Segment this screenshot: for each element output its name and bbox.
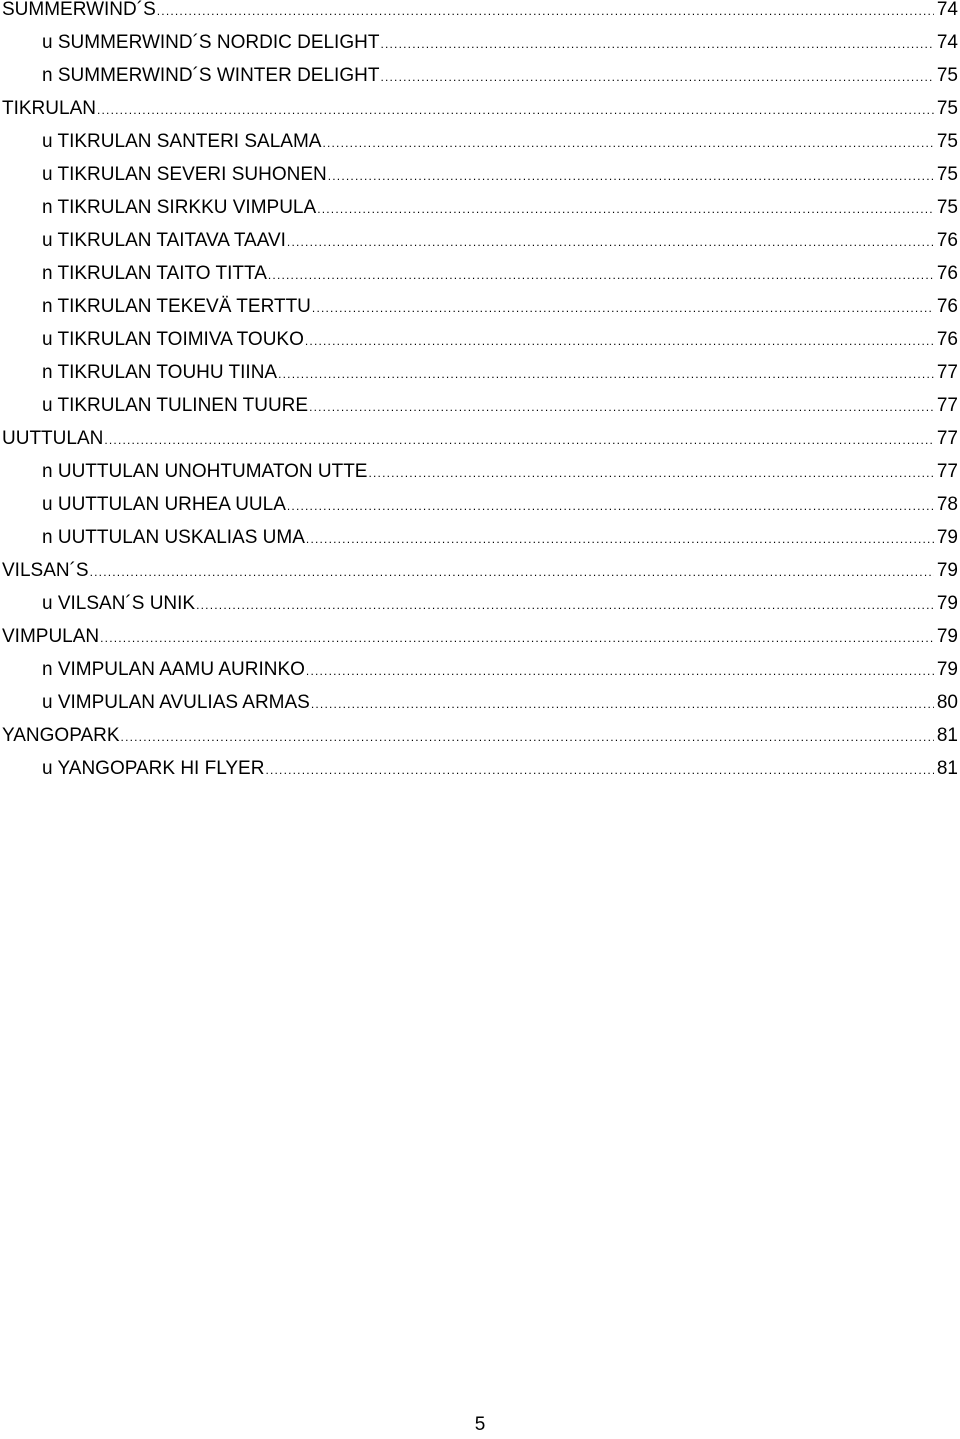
toc-entry-page: 75 [936,131,958,152]
toc-entry-label: VILSAN´S [2,560,89,581]
dot-leader [328,160,934,191]
toc-subentry[interactable] [2,686,958,719]
dot-leader [380,61,933,92]
dot-leader [278,358,934,389]
toc-entry-page: 76 [936,263,958,284]
toc-entry-label: n VIMPULAN AAMU AURINKO [42,659,305,680]
toc-entry[interactable] [2,92,958,125]
dot-leader [90,556,934,587]
toc-subentry[interactable] [2,653,958,686]
toc-entry-label: n UUTTULAN USKALIAS UMA [42,527,305,548]
toc-entry-page: 79 [936,560,958,581]
toc-subentry[interactable] [2,356,958,389]
toc-entry-label: UUTTULAN [2,428,104,449]
toc-entry[interactable] [2,422,958,455]
dot-leader [309,391,934,422]
toc-entry-page: 75 [936,98,958,119]
dot-leader [368,457,933,488]
toc-entry-label: VIMPULAN [2,626,100,647]
toc-subentry[interactable] [2,59,958,92]
toc-entry-label: SUMMERWIND´S [2,0,156,20]
dot-leader [196,589,934,620]
dot-leader [380,28,933,59]
toc-subentry[interactable] [2,587,958,620]
toc-entry-label: u UUTTULAN URHEA UULA [42,494,286,515]
dot-leader [265,754,933,785]
toc-entry-label: u TIKRULAN TAITAVA TAAVI [42,230,286,251]
toc-entry-page: 77 [936,461,958,482]
toc-entry-page: 81 [936,758,958,779]
toc-entry-label: n SUMMERWIND´S WINTER DELIGHT [42,65,380,86]
dot-leader [306,655,934,686]
dot-leader [121,721,934,752]
toc-entry-label: n TIKRULAN TEKEVÄ TERTTU [42,296,311,317]
toc-entry-page: 79 [936,527,958,548]
toc-entry-label: u SUMMERWIND´S NORDIC DELIGHT [42,32,380,53]
toc-entry[interactable] [2,554,958,587]
dot-leader [287,490,934,521]
toc-entry-label: u VILSAN´S UNIK [42,593,196,614]
toc-entry-label: n TIKRULAN TOUHU TIINA [42,362,278,383]
toc-entry-page: 76 [936,230,958,251]
toc-entry-page: 74 [936,0,958,20]
toc-entry-label: n TIKRULAN SIRKKU VIMPULA [42,197,317,218]
toc-entry-page: 74 [936,32,958,53]
toc-entry-label: n UUTTULAN UNOHTUMATON UTTE [42,461,368,482]
toc-subentry[interactable] [2,26,958,59]
toc-entry-page: 81 [936,725,958,746]
toc-subentry[interactable] [2,158,958,191]
dot-leader [306,523,934,554]
toc-entry[interactable] [2,620,958,653]
toc-entry-label: u TIKRULAN SANTERI SALAMA [42,131,322,152]
dot-leader [100,622,934,653]
toc-entry-page: 79 [936,593,958,614]
dot-leader [317,193,934,224]
toc-entry-page: 75 [936,65,958,86]
dot-leader [311,688,934,719]
toc-entry-label: u VIMPULAN AVULIAS ARMAS [42,692,310,713]
dot-leader [322,127,933,158]
table-of-contents [2,0,958,785]
dot-leader [157,0,934,26]
toc-subentry[interactable] [2,455,958,488]
toc-entry-label: TIKRULAN [2,98,96,119]
toc-entry-page: 79 [936,659,958,680]
dot-leader [104,424,934,455]
toc-entry-page: 76 [936,296,958,317]
toc-subentry[interactable] [2,521,958,554]
toc-entry-page: 77 [936,362,958,383]
toc-entry-page: 77 [936,395,958,416]
toc-entry-label: YANGOPARK [2,725,120,746]
toc-subentry[interactable] [2,125,958,158]
toc-entry[interactable] [2,719,958,752]
toc-entry-label: u TIKRULAN SEVERI SUHONEN [42,164,327,185]
toc-entry-page: 80 [936,692,958,713]
toc-entry-label: u TIKRULAN TULINEN TUURE [42,395,309,416]
toc-entry-page: 79 [936,626,958,647]
toc-entry-page: 77 [936,428,958,449]
dot-leader [305,325,934,356]
toc-subentry[interactable] [2,191,958,224]
toc-subentry[interactable] [2,389,958,422]
toc-entry-label: u YANGOPARK HI FLYER [42,758,265,779]
page-number: 5 [474,1414,486,1435]
dot-leader [268,259,934,290]
toc-entry-page: 78 [936,494,958,515]
toc-entry-page: 75 [936,197,958,218]
toc-subentry[interactable] [2,290,958,323]
toc-entry[interactable] [2,0,958,26]
toc-subentry[interactable] [2,323,958,356]
toc-entry-label: u TIKRULAN TOIMIVA TOUKO [42,329,304,350]
toc-entry-page: 75 [936,164,958,185]
toc-subentry[interactable] [2,224,958,257]
toc-subentry[interactable] [2,257,958,290]
toc-subentry[interactable] [2,488,958,521]
toc-subentry[interactable] [2,752,958,785]
dot-leader [312,292,934,323]
toc-entry-label: n TIKRULAN TAITO TITTA [42,263,267,284]
toc-entry-page: 76 [936,329,958,350]
dot-leader [287,226,934,257]
dot-leader [97,94,934,125]
